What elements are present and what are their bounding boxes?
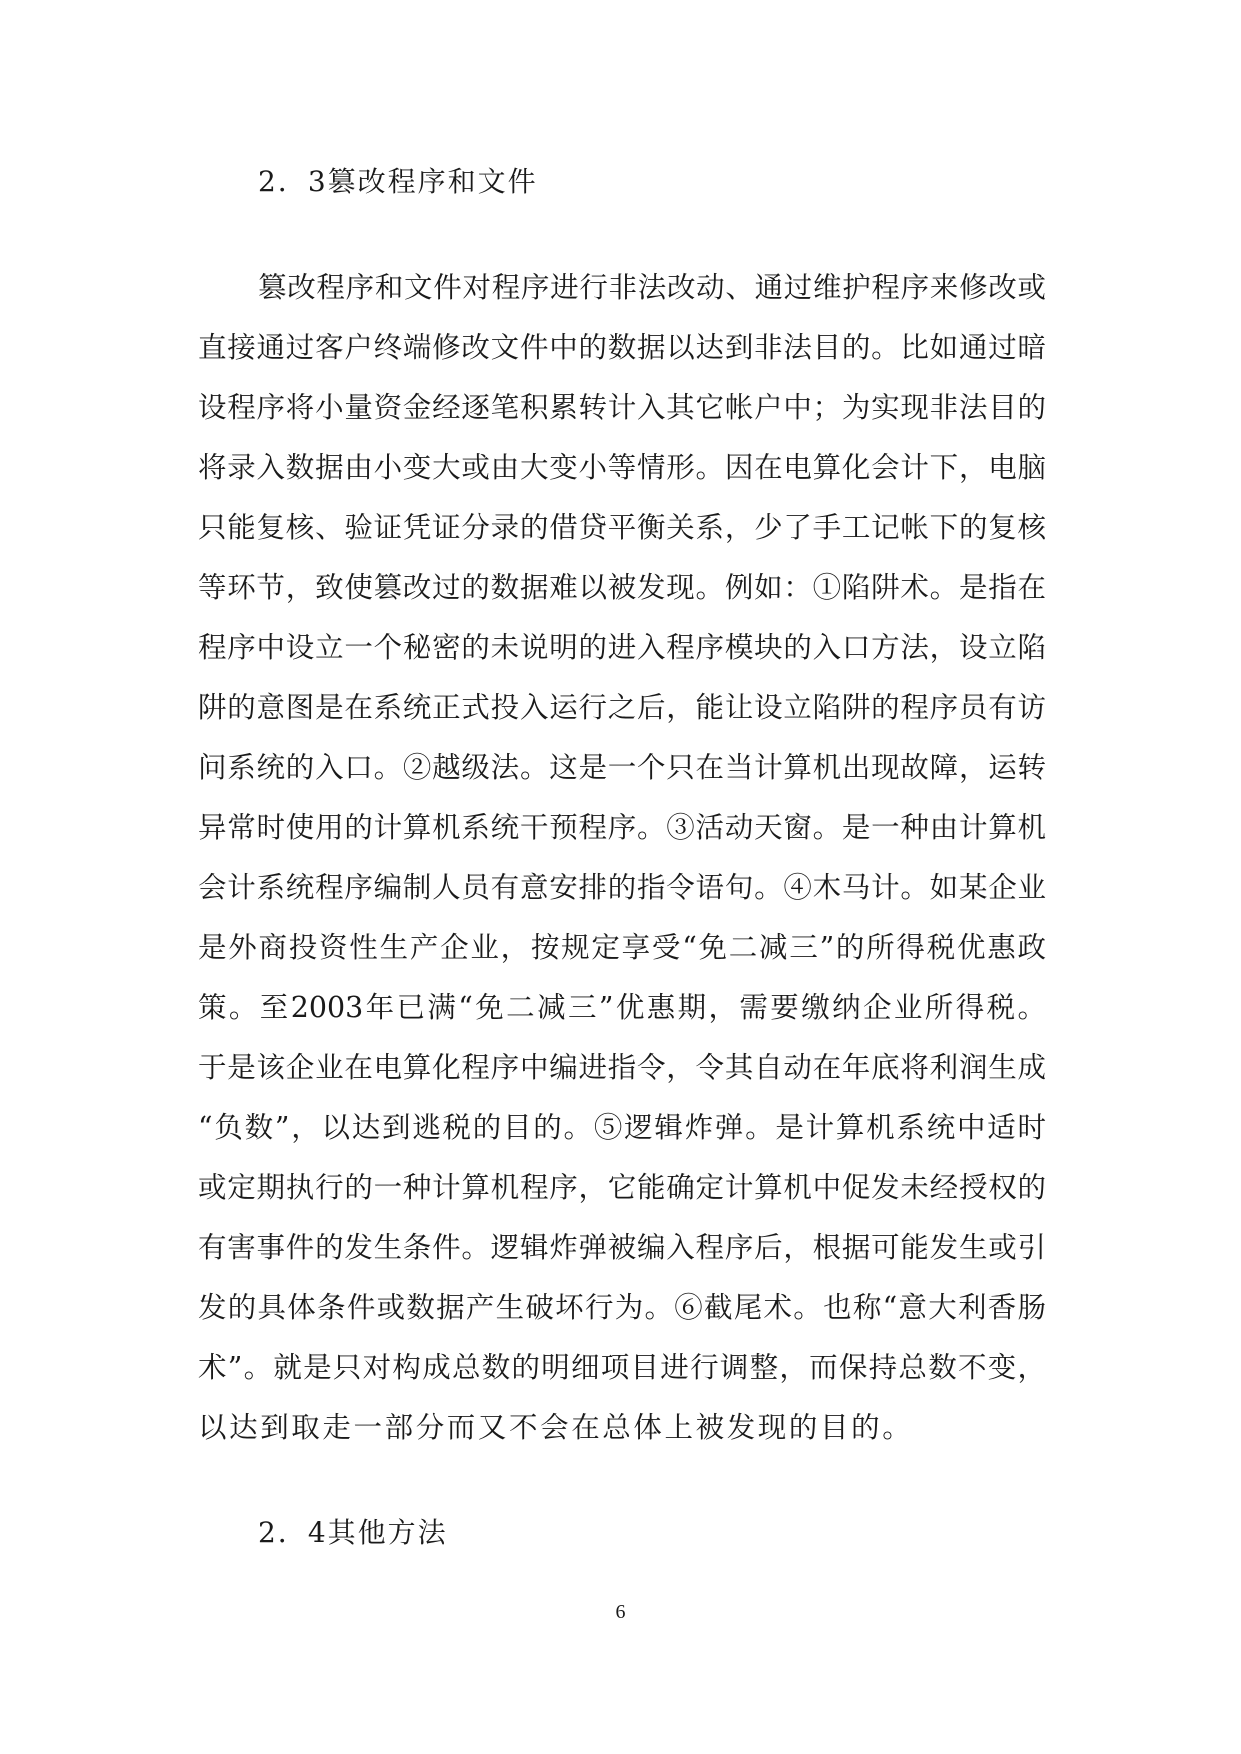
paragraph-line: 有害事件的发生条件。逻辑炸弹被编入程序后，根据可能发生或引	[198, 1231, 1046, 1264]
paragraph-line: 发的具体条件或数据产生破坏行为。⑥截尾术。也称“意大利香肠	[198, 1291, 1046, 1324]
section-heading: 2．3篡改程序和文件	[258, 165, 538, 198]
paragraph-line: 策。至2003年已满“免二减三”优惠期，需要缴纳企业所得税。	[198, 991, 1046, 1024]
paragraph-line: 异常时使用的计算机系统干预程序。③活动天窗。是一种由计算机	[198, 811, 1046, 844]
paragraph-line: 会计系统程序编制人员有意安排的指令语句。④木马计。如某企业	[198, 871, 1046, 904]
paragraph-line: 设程序将小量资金经逐笔积累转计入其它帐户中；为实现非法目的	[198, 391, 1046, 424]
paragraph-line: 或定期执行的一种计算机程序，它能确定计算机中促发未经授权的	[198, 1171, 1046, 1204]
paragraph-line: 问系统的入口。②越级法。这是一个只在当计算机出现故障，运转	[198, 751, 1046, 784]
paragraph-line: “负数”，以达到逃税的目的。⑤逻辑炸弹。是计算机系统中适时	[198, 1111, 1046, 1144]
paragraph-line: 于是该企业在电算化程序中编进指令，令其自动在年底将利润生成	[198, 1051, 1046, 1084]
page-number: 6	[615, 1601, 626, 1623]
body-paragraph	[198, 258, 1046, 1458]
paragraph-line: 是外商投资性生产企业，按规定享受“免二减三”的所得税优惠政	[198, 931, 1046, 964]
paragraph-line: 以达到取走一部分而又不会在总体上被发现的目的。	[198, 1411, 914, 1444]
paragraph-line: 程序中设立一个秘密的未说明的进入程序模块的入口方法，设立陷	[198, 631, 1046, 664]
paragraph-line: 阱的意图是在系统正式投入运行之后，能让设立陷阱的程序员有访	[198, 691, 1046, 724]
paragraph-line: 篡改程序和文件对程序进行非法改动、通过维护程序来修改或	[258, 271, 1046, 304]
paragraph-line: 术”。就是只对构成总数的明细项目进行调整，而保持总数不变，	[198, 1351, 1046, 1384]
paragraph-line: 等环节，致使篡改过的数据难以被发现。例如：①陷阱术。是指在	[198, 571, 1046, 604]
paragraph-line: 将录入数据由小变大或由大变小等情形。因在电算化会计下，电脑	[198, 451, 1046, 484]
paragraph-line: 只能复核、验证凭证分录的借贷平衡关系，少了手工记帐下的复核	[198, 511, 1046, 544]
next-section-heading: 2．4其他方法	[258, 1516, 448, 1549]
paragraph-line: 直接通过客户终端修改文件中的数据以达到非法目的。比如通过暗	[198, 331, 1046, 364]
